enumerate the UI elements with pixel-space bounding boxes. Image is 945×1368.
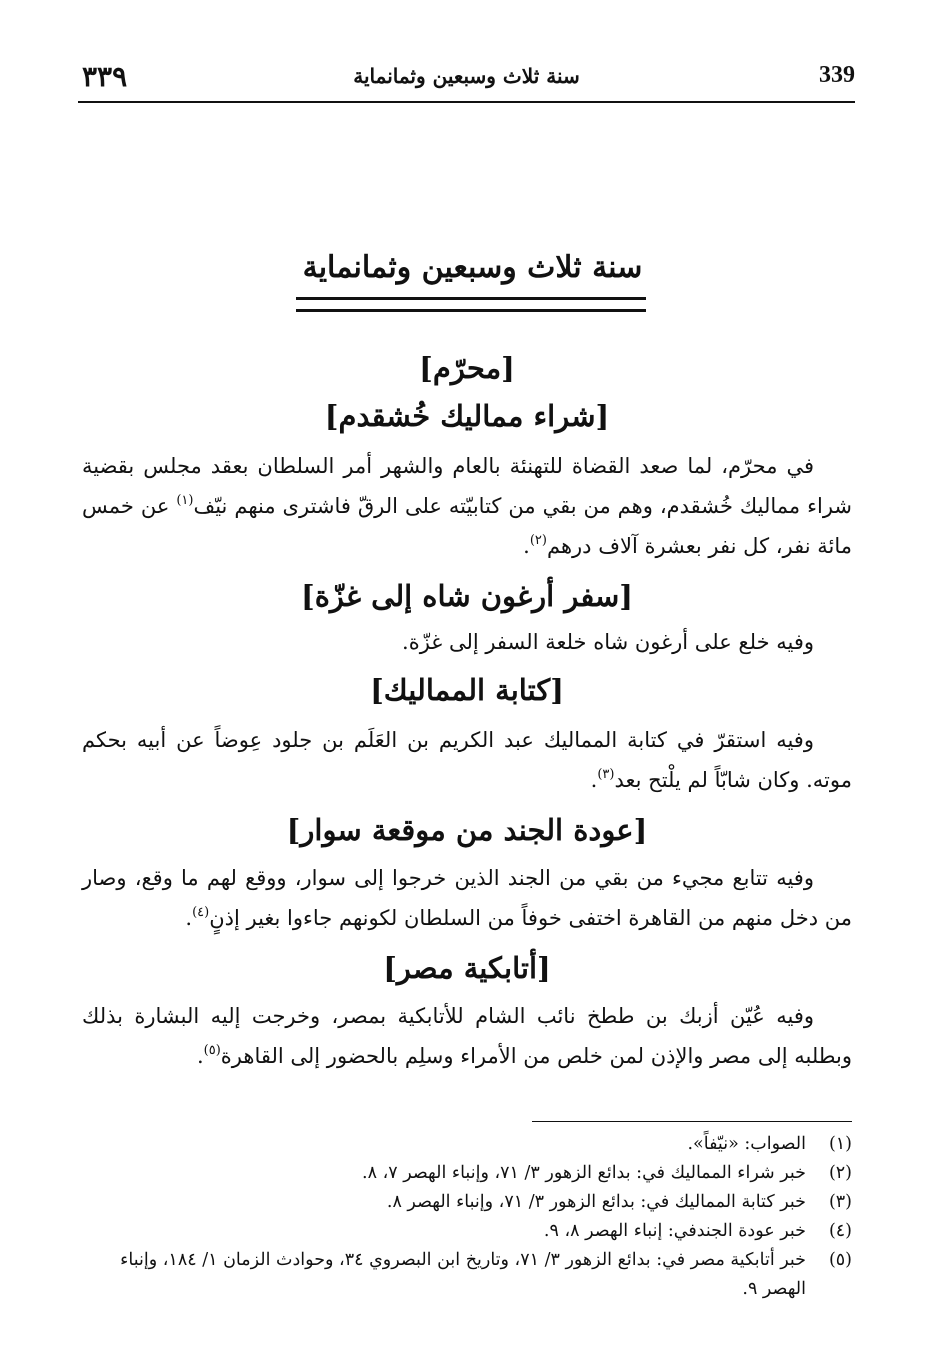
footnote-1 — [82, 1130, 852, 1159]
footnote-number: (٢) — [828, 1163, 852, 1183]
footnotes — [82, 1130, 852, 1304]
footnote-text: خبر أتابكية مصر في: بدائع الزهور ٣/ ٧١، وتاريخ ابن البصروي ٣٤، وحوادث الزمان ١/ ١٨٤، وإنباء الهصر ٩. — [120, 1250, 806, 1299]
section-heading-atabeg: [أتابكية مصر] — [383, 951, 551, 985]
footnote-ref-3: (٣) — [597, 767, 615, 782]
section-heading-arghun-shah: [سفر أرغون شاه إلى غزّة] — [300, 579, 634, 613]
footnote-ref-1: (١) — [176, 493, 194, 508]
section-heading-army-return: [عودة الجند من موقعة سوار] — [286, 813, 648, 847]
page-number-latin: 339 — [819, 62, 855, 88]
paragraph-army-return: وفيه تتابع مجيء من بقي من الجند الذين خرجوا إلى سوار، ووقع لهم ما وقع، وصار من دخل منهم من القاهرة اختفى خوفاً من السلطان لكونهم جاءوا بغير إذنٍ$^{(٤)}$. — [82, 866, 852, 930]
page-number-arabic: ٣٣٩ — [82, 60, 128, 93]
main-text — [82, 340, 852, 1076]
footnote-text: الصواب: «نيّفاً». — [687, 1134, 806, 1154]
paragraph-mamluk-office: وفيه استقرّ في كتابة المماليك عبد الكريم بن العَلَم بن جلود عِوضاً عن أبيه بحكم موته. وكان شابّاً لم يلْتح بعد$^{(٣)}$. — [82, 728, 852, 792]
title-double-rule — [296, 297, 646, 312]
section-heading-muharram: [محرّم] — [419, 351, 515, 385]
running-header — [78, 60, 855, 100]
footnote-text: خبر عودة الجندفي: إنباء الهصر ٨، ٩. — [543, 1221, 806, 1241]
footnote-number: (٥) — [828, 1250, 852, 1270]
paragraph-arghun-shah: وفيه خلع على أرغون شاه خلعة السفر إلى غزّة. — [402, 630, 814, 654]
footnote-ref-5: (٥) — [203, 1043, 221, 1058]
paragraph-mamluk-purchase: في محرّم، لما صعد القضاة للتهنئة بالعام والشهر أمر السلطان بعقد مجلس بقضية شراء مماليك خُشقدم، وهم من بقي من كتابيّته على الرقّ فاشترى منهم نيّف$^{(١)}$ عن خمس مائة نفر، كل نفر بعشرة آلاف درهم$^{(٢)}$. — [82, 454, 852, 558]
running-title: سنة ثلاث وسبعين وثمانماية — [353, 64, 580, 88]
footnote-4 — [82, 1217, 852, 1246]
footnote-2 — [82, 1159, 852, 1188]
chapter-title: سنة ثلاث وسبعين وثمانماية — [302, 250, 643, 285]
header-rule — [78, 101, 855, 103]
footnote-ref-2: (٢) — [529, 533, 547, 548]
footnote-text: خبر كتابة المماليك في: بدائع الزهور ٣/ ٧١، وإنباء الهصر ٨. — [386, 1192, 806, 1212]
section-heading-mamluk-purchase: [شراء مماليك خُشقدم] — [324, 399, 610, 433]
footnote-number: (٣) — [828, 1192, 852, 1212]
footnote-separator — [532, 1121, 852, 1122]
footnote-number: (١) — [828, 1134, 852, 1154]
footnote-text: خبر شراء المماليك في: بدائع الزهور ٣/ ٧١، وإنباء الهصر ٧، ٨. — [362, 1163, 806, 1183]
section-heading-mamluk-office: [كتابة المماليك] — [370, 673, 564, 707]
footnote-5 — [82, 1246, 852, 1304]
footnote-number: (٤) — [828, 1221, 852, 1241]
footnote-ref-4: (٤) — [192, 905, 210, 920]
paragraph-atabeg: وفيه عُيّن أزبك بن ططخ نائب الشام للأتابكية بمصر، وخرجت إليه البشارة بذلك وبطلبه إلى مصر والإذن لمن خلص من الأمراء وسلِم بالحضور إلى القاهرة$^{(٥)}$. — [82, 1004, 852, 1068]
footnote-3 — [82, 1188, 852, 1217]
